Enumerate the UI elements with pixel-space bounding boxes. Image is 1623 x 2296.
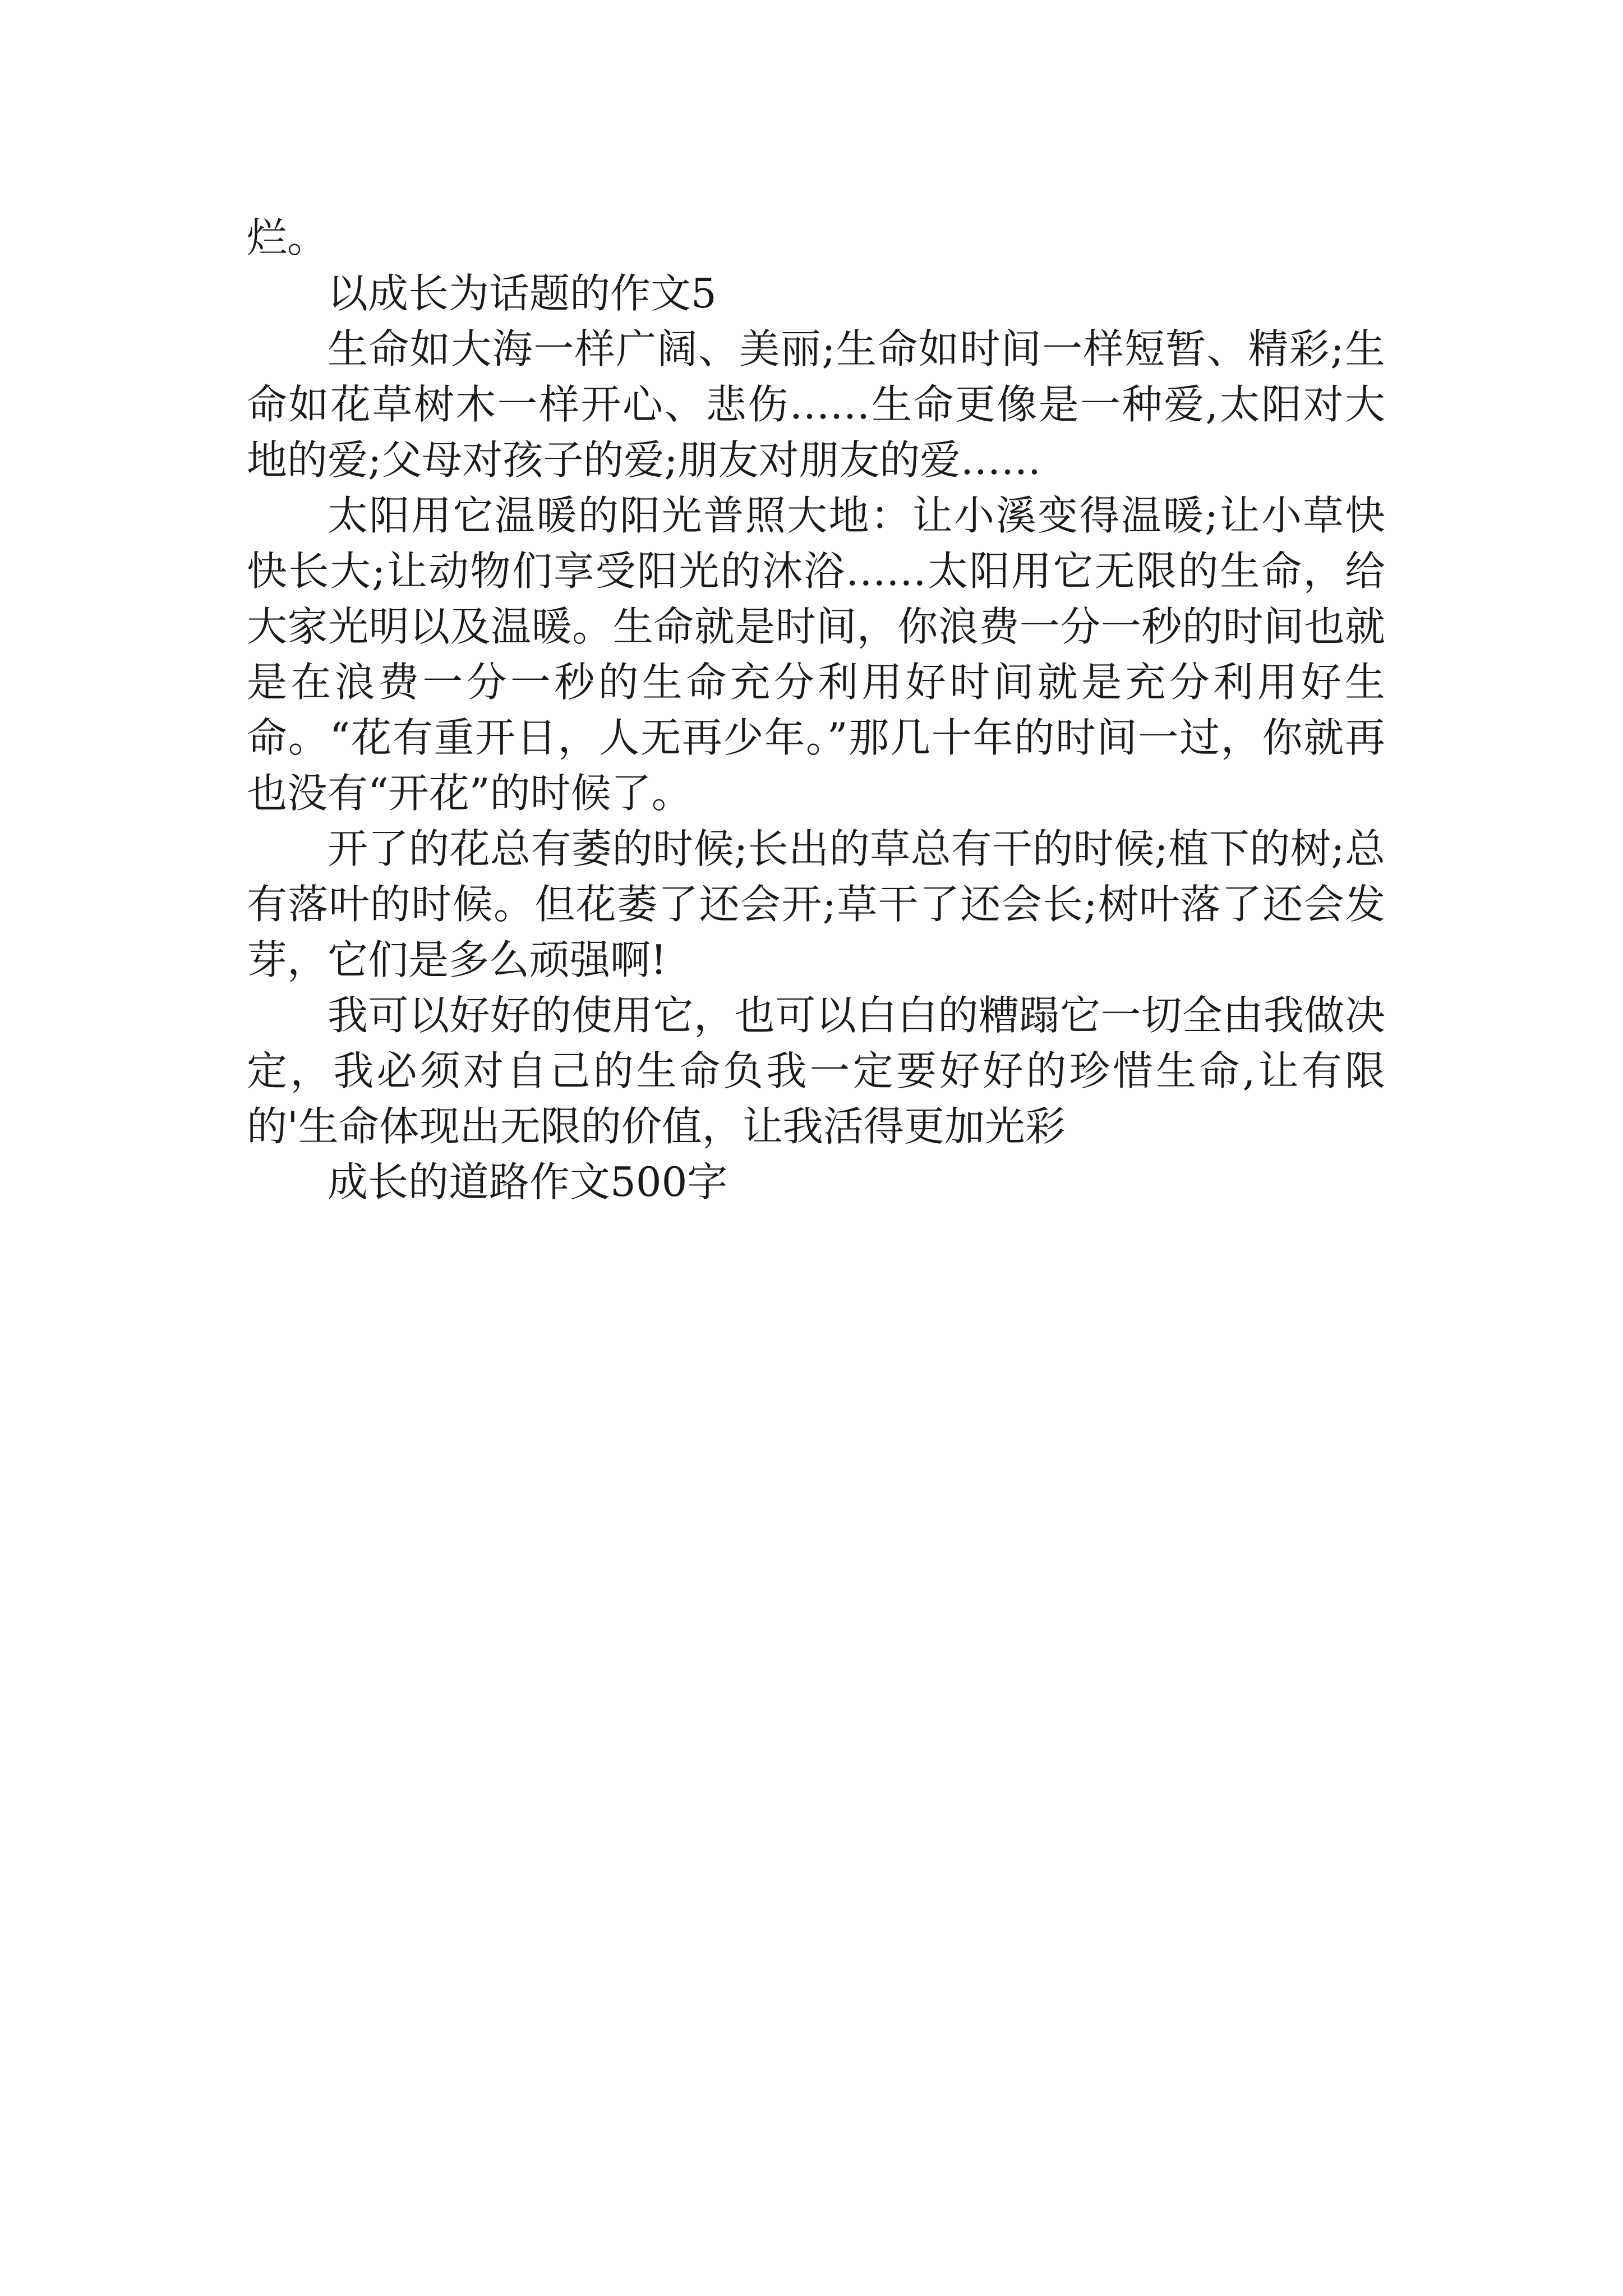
paragraph-3: 开了的花总有萎的时候;长出的草总有干的时候;植下的树;总有落叶的时候。但花萎了还会开;草干了还会长;树叶落了还会发芽，它们是多么顽强啊! (247, 825, 1385, 983)
next-essay-title: 成长的道路作文500字 (328, 1158, 728, 1205)
continued-fragment: 烂。 (247, 214, 328, 261)
document-body (247, 210, 1385, 1210)
paragraph-4: 我可以好好的使用它，也可以白白的糟蹋它一切全由我做决定，我必须对自己的生命负我一定要好好的珍惜生命,让有限的'生命体现出无限的价值，让我活得更加光彩 (247, 992, 1385, 1150)
paragraph-2: 太阳用它温暖的阳光普照大地：让小溪变得温暖;让小草快快长大;让动物们享受阳光的沐浴……太阳用它无限的生命，给大家光明以及温暖。生命就是时间，你浪费一分一秒的时间也就是在浪费一分一秒的生命充分利用好时间就是充分利用好生命。“花有重开日，人无再少年。”那几十年的时间一过，你就再也没有“开花”的时候了。 (247, 492, 1385, 817)
essay-title-5: 以成长为话题的作文5 (328, 270, 717, 317)
paragraph-1: 生命如大海一样广阔、美丽;生命如时间一样短暂、精彩;生命如花草树木一样开心、悲伤……生命更像是一种爱,太阳对大地的爱;父母对孩子的爱;朋友对朋友的爱…… (247, 325, 1385, 484)
